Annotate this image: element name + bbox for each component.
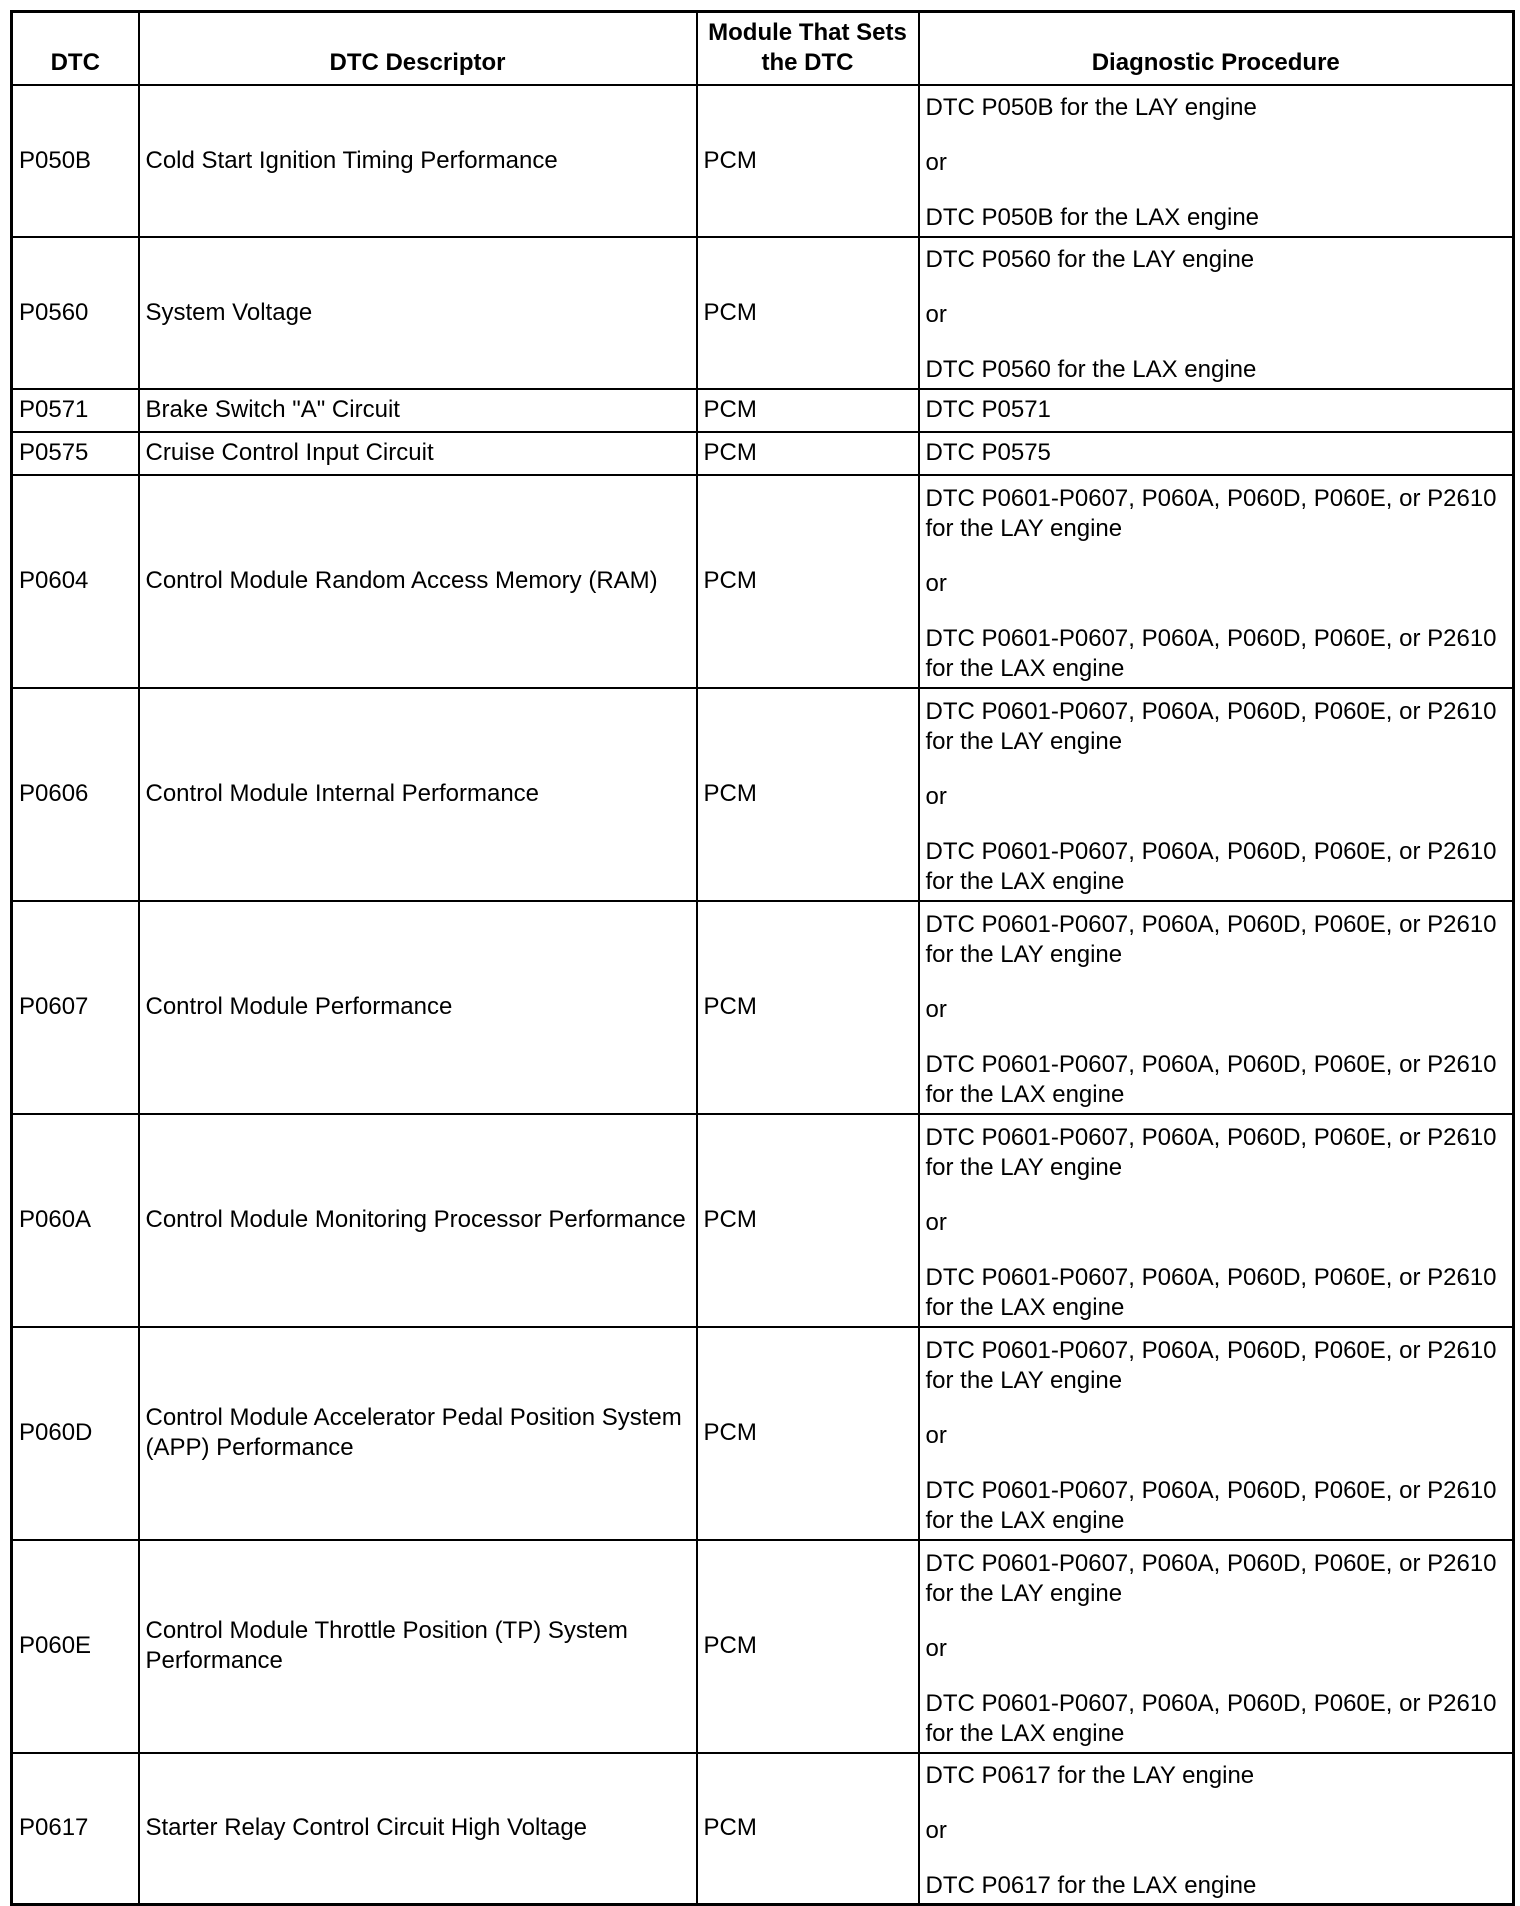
procedure-line: DTC P0601-P0607, P060A, P060D, P060E, or P2610 for the LAX engine (925, 1263, 1497, 1321)
procedure-gap (926, 330, 1507, 355)
dtc-code-cell: P0607 (12, 901, 139, 1114)
procedure-line: DTC P0617 for the LAX engine (925, 1871, 1257, 1899)
procedure-line: or (925, 301, 947, 328)
procedure-line: or (925, 1421, 947, 1449)
procedure-line: DTC P050B for the LAX engine (925, 204, 1260, 231)
procedure-line: or (925, 1208, 947, 1236)
table-row (12, 475, 1514, 688)
procedure-line: DTC P0601-P0607, P060A, P060D, P060E, or P2610 for the LAY engine (925, 1549, 1497, 1607)
module-cell: PCM (697, 85, 919, 237)
dtc-descriptor-cell: Control Module Throttle Position (TP) System Performance (139, 1540, 697, 1753)
procedure-gap (926, 812, 1507, 837)
procedure-gap (926, 1664, 1507, 1689)
procedure-gap (926, 123, 1507, 148)
procedure-gap (926, 178, 1507, 203)
procedure-line: DTC P0571 (925, 396, 1051, 423)
procedure-line: or (925, 1816, 947, 1844)
procedure-gap (926, 544, 1507, 569)
header-dtc: DTC (12, 12, 139, 85)
dtc-code-cell: P0604 (12, 475, 139, 688)
table-row (12, 85, 1514, 237)
dtc-descriptor-cell: Control Module Random Access Memory (RAM) (139, 475, 697, 688)
procedure-line: DTC P0601-P0607, P060A, P060D, P060E, or P2610 for the LAY engine (925, 1336, 1497, 1394)
procedure-gap (926, 1238, 1507, 1263)
diagnostic-procedure-cell (919, 1114, 1514, 1327)
procedure-line: DTC P0560 for the LAX engine (925, 356, 1257, 383)
procedure-line: or (925, 1634, 947, 1662)
module-cell: PCM (697, 1540, 919, 1753)
module-cell: PCM (697, 475, 919, 688)
module-cell: PCM (697, 1114, 919, 1327)
procedure-gap (926, 599, 1507, 624)
procedure-line: DTC P0617 for the LAY engine (925, 1761, 1255, 1789)
procedure-gap (926, 757, 1507, 782)
header-row (12, 12, 1514, 85)
diagnostic-procedure-cell (919, 1327, 1514, 1540)
procedure-line: DTC P0601-P0607, P060A, P060D, P060E, or P2610 for the LAX engine (925, 624, 1497, 682)
dtc-code-cell: P0575 (12, 432, 139, 475)
module-cell: PCM (697, 901, 919, 1114)
procedure-line: DTC P0601-P0607, P060A, P060D, P060E, or P2610 for the LAY engine (925, 484, 1497, 542)
procedure-line: or (925, 995, 947, 1023)
procedure-line: DTC P0601-P0607, P060A, P060D, P060E, or P2610 for the LAY engine (925, 1123, 1497, 1181)
procedure-line: DTC P0601-P0607, P060A, P060D, P060E, or P2610 for the LAX engine (925, 1689, 1497, 1747)
module-cell: PCM (697, 432, 919, 475)
dtc-descriptor-cell: Control Module Monitoring Processor Performance (139, 1114, 697, 1327)
table-row (12, 688, 1514, 901)
table-row (12, 1540, 1514, 1753)
procedure-line: DTC P0601-P0607, P060A, P060D, P060E, or P2610 for the LAX engine (925, 1050, 1497, 1108)
module-cell: PCM (697, 237, 919, 389)
dtc-descriptor-cell: Control Module Internal Performance (139, 688, 697, 901)
dtc-descriptor-cell: Brake Switch "A" Circuit (139, 389, 697, 432)
procedure-gap (926, 970, 1507, 995)
header-module: Module That Sets the DTC (697, 12, 919, 85)
dtc-table (10, 10, 1515, 1906)
dtc-code-cell: P0606 (12, 688, 139, 901)
table-row (12, 389, 1514, 432)
module-cell: PCM (697, 1753, 919, 1905)
dtc-descriptor-cell: Control Module Performance (139, 901, 697, 1114)
procedure-line: DTC P0601-P0607, P060A, P060D, P060E, or P2610 for the LAX engine (925, 837, 1497, 895)
procedure-gap (926, 1846, 1507, 1871)
header-descriptor: DTC Descriptor (139, 12, 697, 85)
procedure-line: or (925, 782, 947, 810)
table-row (12, 901, 1514, 1114)
dtc-descriptor-cell: Cold Start Ignition Timing Performance (139, 85, 697, 237)
table-row (12, 432, 1514, 475)
procedure-gap (926, 1609, 1507, 1634)
procedure-gap (926, 1791, 1507, 1816)
table-body (12, 85, 1514, 1905)
diagnostic-procedure-cell (919, 901, 1514, 1114)
procedure-line: or (925, 149, 947, 176)
procedure-line: DTC P050B for the LAY engine (925, 94, 1257, 121)
dtc-code-cell: P0560 (12, 237, 139, 389)
diagnostic-procedure-cell (919, 688, 1514, 901)
dtc-descriptor-cell: Cruise Control Input Circuit (139, 432, 697, 475)
procedure-gap (926, 1396, 1507, 1421)
diagnostic-procedure-cell (919, 432, 1514, 475)
procedure-line: DTC P0601-P0607, P060A, P060D, P060E, or P2610 for the LAY engine (925, 910, 1497, 968)
procedure-gap (926, 275, 1507, 300)
procedure-line: DTC P0575 (925, 439, 1051, 466)
procedure-line: DTC P0560 for the LAY engine (925, 246, 1255, 273)
dtc-code-cell: P0571 (12, 389, 139, 432)
header-procedure: Diagnostic Procedure (919, 12, 1514, 85)
diagnostic-procedure-cell (919, 475, 1514, 688)
table-row (12, 1327, 1514, 1540)
module-cell: PCM (697, 389, 919, 432)
diagnostic-procedure-cell (919, 237, 1514, 389)
table-row (12, 237, 1514, 389)
diagnostic-procedure-cell (919, 1540, 1514, 1753)
procedure-line: DTC P0601-P0607, P060A, P060D, P060E, or P2610 for the LAX engine (925, 1476, 1497, 1534)
dtc-code-cell: P060E (12, 1540, 139, 1753)
table-row (12, 1753, 1514, 1905)
dtc-descriptor-cell: System Voltage (139, 237, 697, 389)
dtc-descriptor-cell: Starter Relay Control Circuit High Voltage (139, 1753, 697, 1905)
procedure-gap (926, 1025, 1507, 1050)
procedure-line: DTC P0601-P0607, P060A, P060D, P060E, or P2610 for the LAY engine (925, 697, 1497, 755)
dtc-descriptor-cell: Control Module Accelerator Pedal Position System (APP) Performance (139, 1327, 697, 1540)
module-cell: PCM (697, 1327, 919, 1540)
dtc-code-cell: P060D (12, 1327, 139, 1540)
table-row (12, 1114, 1514, 1327)
dtc-code-cell: P060A (12, 1114, 139, 1327)
diagnostic-procedure-cell (919, 85, 1514, 237)
dtc-code-cell: P050B (12, 85, 139, 237)
procedure-gap (926, 1451, 1507, 1476)
dtc-code-cell: P0617 (12, 1753, 139, 1905)
module-cell: PCM (697, 688, 919, 901)
table-header (12, 12, 1514, 85)
diagnostic-procedure-cell (919, 1753, 1514, 1905)
procedure-gap (926, 1183, 1507, 1208)
diagnostic-procedure-cell (919, 389, 1514, 432)
procedure-line: or (925, 569, 947, 597)
